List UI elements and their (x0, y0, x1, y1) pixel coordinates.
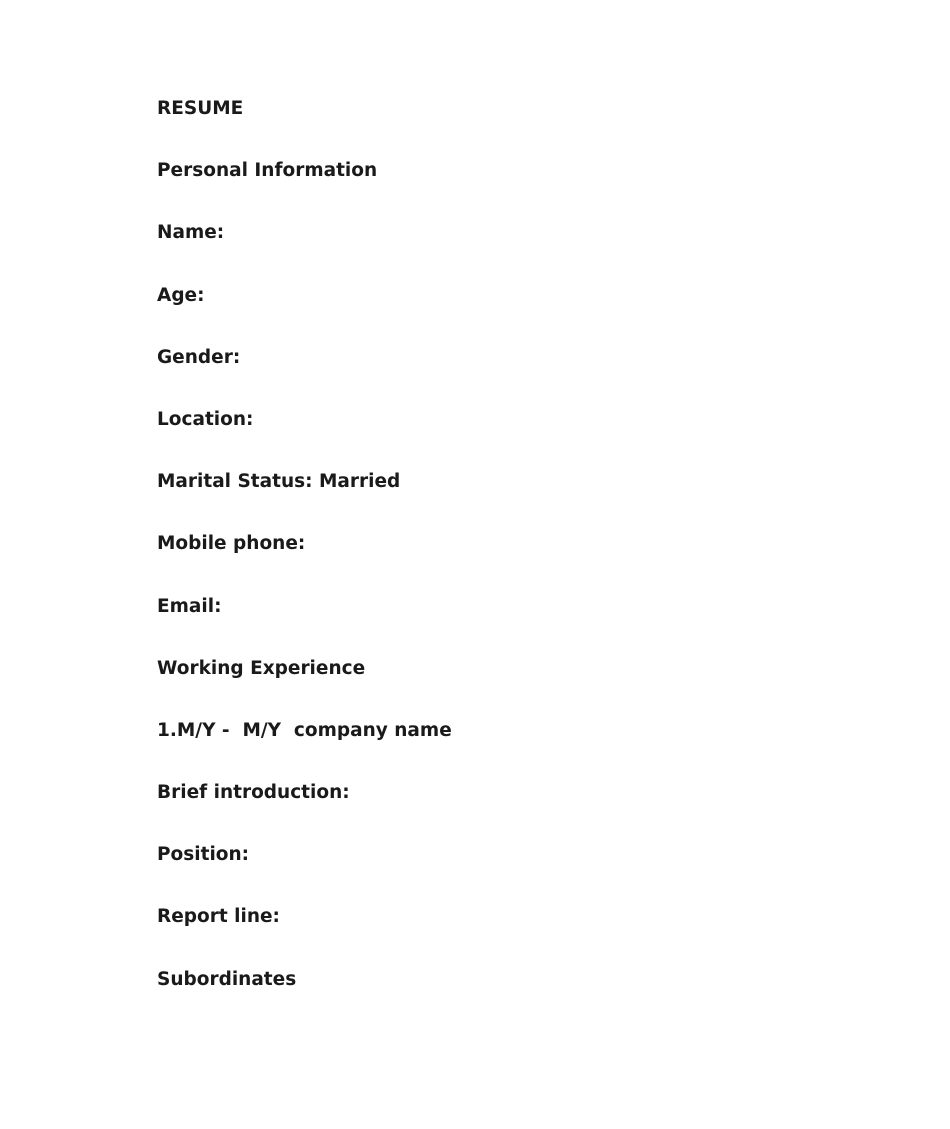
field-report-line: Report line: (157, 906, 280, 928)
field-location: Location: (157, 408, 254, 430)
field-subordinates: Subordinates (157, 968, 297, 990)
field-marital-status: Marital Status: Married (157, 471, 401, 493)
resume-content (157, 97, 857, 1030)
field-brief-introduction: Brief introduction: (157, 782, 350, 804)
field-position: Position: (157, 844, 250, 866)
experience-entry-dates-company: 1.M/Y - M/Y company name (157, 719, 452, 741)
field-age: Age: (157, 284, 205, 306)
resume-title: RESUME (157, 98, 244, 119)
section-working-experience: Working Experience (157, 657, 366, 679)
section-personal-information: Personal Information (157, 160, 378, 182)
field-email: Email: (157, 595, 222, 617)
field-gender: Gender: (157, 346, 241, 368)
field-name: Name: (157, 222, 225, 244)
field-mobile-phone: Mobile phone: (157, 533, 306, 555)
